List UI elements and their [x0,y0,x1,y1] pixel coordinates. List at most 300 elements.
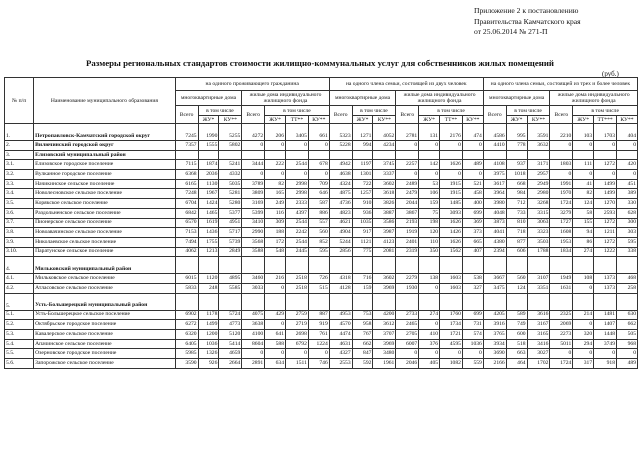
value-cell [242,293,265,310]
value-cell: 4318 [329,274,352,284]
value-cell: 3975 [483,170,506,180]
table-row [5,170,638,180]
value-cell [198,150,219,160]
value-cell: 722 [352,179,373,189]
value-cell: 0 [594,349,617,359]
value-cell: 4324 [329,179,352,189]
header-incl: в том числе [573,106,638,116]
value-cell: 330 [617,199,638,209]
value-cell: 0 [550,170,573,180]
value-cell: 3765 [483,330,506,340]
value-cell: 3612 [373,320,396,330]
value-cell [550,293,573,310]
value-cell: 1481 [594,310,617,320]
value-cell: 3169 [242,199,265,209]
row-number: 5.2. [5,320,34,330]
row-number: 1. [5,124,34,141]
value-cell: 2210 [550,124,573,141]
value-cell: 0 [440,170,463,180]
value-cell: 1272 [594,160,617,170]
value-cell: 3315 [527,208,550,218]
value-cell: 1426 [440,228,463,238]
value-cell: 0 [573,170,594,180]
header-total: Всего [329,106,352,124]
value-cell: 0 [419,349,440,359]
value-cell: 4397 [285,208,308,218]
value-cell: 0 [396,141,419,151]
value-cell: 994 [352,141,373,151]
table-row [5,237,638,247]
row-number: 3. [5,150,34,160]
value-cell: 4953 [329,310,352,320]
municipality-name: Запорожское сельское поселение [34,359,176,369]
value-cell: 3033 [242,283,265,293]
value-cell: 3337 [373,170,396,180]
value-cell: 1724 [550,359,573,369]
value-cell: 2553 [329,359,352,369]
value-cell: 489 [617,359,638,369]
value-cell: 3591 [527,124,550,141]
value-cell: 3588 [242,247,265,257]
value-cell [617,150,638,160]
value-cell: 3617 [483,179,506,189]
value-cell [285,257,308,274]
value-cell: 4200 [373,310,396,320]
value-cell: 0 [462,349,483,359]
row-number: 3.3. [5,179,34,189]
header-ku: КУ** [527,116,550,124]
header-houses-3: жилые дома индивидуального жилищного фонда [550,91,638,106]
value-cell: 1200 [198,330,219,340]
municipality-name: Атласовское сельское поселение [34,283,176,293]
row-number: 2. [5,141,34,151]
value-cell: 2273 [550,330,573,340]
value-cell: 4942 [329,160,352,170]
value-cell: 116 [265,208,286,218]
table-row [5,228,638,238]
header-tt: ТТ*** [594,116,617,124]
value-cell [506,257,527,274]
value-cell [440,150,463,160]
value-cell: 58 [573,208,594,218]
value-cell: 5739 [219,237,242,247]
table-row [5,160,638,170]
value-cell: 4410 [483,141,506,151]
value-cell: 0 [265,141,286,151]
value-cell: 1724 [550,199,573,209]
value-cell: 5399 [242,208,265,218]
value-cell: 3460 [242,274,265,284]
value-cell: 5724 [219,310,242,320]
value-cell: 3602 [373,179,396,189]
value-cell: 852 [308,237,329,247]
value-cell: 958 [352,320,373,330]
value-cell [483,293,506,310]
value-cell: 1211 [594,228,617,238]
municipality-name: Елизовское городское поселение [34,160,176,170]
value-cell: 1603 [440,274,463,284]
value-cell: 159 [352,283,373,293]
value-cell: 2856 [329,247,352,257]
value-cell [396,257,419,274]
value-cell [175,257,198,274]
value-cell: 4048 [483,208,506,218]
value-cell: 124 [506,283,527,293]
value-cell: 2990 [242,228,265,238]
value-cell: 662 [352,339,373,349]
value-cell: 3063 [527,218,550,228]
header-ku: КУ** [219,116,242,124]
value-cell: 2949 [527,179,550,189]
value-cell: 2544 [285,218,308,228]
value-cell: 0 [573,141,594,151]
municipality-name: Мильковский муниципальный район [34,257,176,274]
appendix-line-1: Приложение 2 к постановлению [474,6,579,15]
value-cell: 2044 [396,199,419,209]
header-zhu: ЖУ* [352,116,373,124]
value-cell: 108 [573,274,594,284]
row-number: 5.4. [5,339,34,349]
value-cell: 0 [396,170,419,180]
value-cell: 0 [265,170,286,180]
value-cell: 3826 [373,199,396,209]
value-cell: 4327 [329,349,352,359]
value-cell: 4621 [329,218,352,228]
value-cell: 0 [419,320,440,330]
value-cell: 3590 [175,359,198,369]
value-cell: 4875 [329,189,352,199]
value-cell [527,293,550,310]
table-row [5,330,638,340]
value-cell: 937 [506,160,527,170]
row-number: 3.4. [5,189,34,199]
table-row [5,208,638,218]
value-cell: 369 [462,218,483,228]
value-cell: 5281 [219,189,242,199]
value-cell: 4638 [329,170,352,180]
header-ku: КУ** [373,116,396,124]
value-cell: 7357 [175,141,198,151]
value-cell: 1485 [440,199,463,209]
municipality-name: Корякское сельское поселение [34,199,176,209]
header-name: Наименование муниципального образования [34,78,176,124]
value-cell: 634 [265,359,286,369]
value-cell: 3602 [373,274,396,284]
value-cell [506,150,527,160]
value-cell: 678 [308,160,329,170]
header-num: № п/п [5,78,34,124]
value-cell: 458 [462,189,483,199]
municipality-name: Вулканное городское поселение [34,170,176,180]
value-cell: 505 [617,330,638,340]
header-apartment-3: многоквартирные дома [483,91,550,106]
municipality-name: Новолесновское сельское поселение [34,189,176,199]
header-zhu: ЖУ* [198,116,219,124]
value-cell: 5255 [219,124,242,141]
value-cell: 1036 [462,339,483,349]
value-cell: 662 [617,320,638,330]
value-cell: 131 [419,124,440,141]
value-cell: 2733 [396,310,419,320]
municipality-name: Паратунское сельское поселение [34,247,176,257]
header-total: Всего [483,106,506,124]
value-cell: 41 [573,179,594,189]
value-cell: 5241 [219,160,242,170]
value-cell [440,293,463,310]
value-cell: 216 [265,274,286,284]
value-cell: 646 [308,189,329,199]
municipality-name: Усть-Большерецкий муниципальный район [34,293,176,310]
value-cell: 847 [352,349,373,359]
row-number: 3.10. [5,247,34,257]
municipality-name: Раздольненское сельское поселение [34,208,176,218]
municipality-name: Николаевское сельское поселение [34,237,176,247]
value-cell: 1018 [506,170,527,180]
value-cell [594,293,617,310]
value-cell [550,257,573,274]
table-row [5,199,638,209]
municipality-name: Усть-Большерецкое сельское поселение [34,310,176,320]
value-cell: 5717 [219,228,242,238]
value-cell: 2957 [527,170,550,180]
value-cell: 1257 [352,189,373,199]
value-cell: 2193 [396,218,419,228]
value-cell: 5414 [219,339,242,349]
value-cell [285,150,308,160]
value-cell: 1734 [440,320,463,330]
value-cell: 3503 [527,237,550,247]
value-cell: 0 [462,170,483,180]
value-cell: 0 [242,170,265,180]
header-total: Всего [550,106,573,124]
value-cell [573,293,594,310]
value-cell: 294 [573,339,594,349]
value-cell: 4272 [242,124,265,141]
value-cell: 699 [462,310,483,320]
value-cell: 2544 [285,237,308,247]
value-cell [352,150,373,160]
value-cell: 5833 [175,283,198,293]
row-number: 5.5. [5,349,34,359]
value-cell: 3707 [373,330,396,340]
value-cell: 4474 [329,330,352,340]
value-cell: 1967 [198,189,219,199]
value-cell: 464 [506,359,527,369]
value-cell: 338 [617,247,638,257]
value-cell: 274 [573,247,594,257]
value-cell: 628 [617,208,638,218]
value-cell: 1961 [373,359,396,369]
table-row [5,179,638,189]
value-cell: 7248 [175,189,198,199]
value-cell [573,257,594,274]
value-cell: 2069 [550,320,573,330]
value-cell: 410 [419,330,440,340]
value-cell: 6368 [175,170,198,180]
value-cell: 4205 [483,310,506,320]
value-cell: 2445 [285,247,308,257]
row-number: 3.2. [5,170,34,180]
value-cell [329,257,352,274]
value-cell: 3749 [594,339,617,349]
value-cell: 1919 [396,228,419,238]
value-cell: 775 [352,247,373,257]
table-row [5,141,638,151]
value-cell: 5228 [329,141,352,151]
value-cell: 5120 [219,330,242,340]
value-cell: 1272 [594,218,617,228]
value-cell: 0 [285,349,308,359]
value-cell: 106 [419,189,440,199]
value-cell [527,150,550,160]
value-cell [573,150,594,160]
value-cell: 6842 [175,208,198,218]
value-cell: 350 [419,247,440,257]
value-cell: 3351 [527,283,550,293]
value-cell: 3789 [242,179,265,189]
value-cell: 2781 [396,124,419,141]
value-cell: 668 [506,179,527,189]
header-incl: в том числе [506,106,550,116]
value-cell: 188 [265,228,286,238]
value-cell [329,293,352,310]
value-cell: 968 [617,339,638,349]
header-incl: в том числе [198,106,242,116]
value-cell: 592 [352,359,373,369]
row-number: 5.1. [5,310,34,320]
appendix-line-3: от 25.06.2014 № 271-П [474,27,548,37]
unit-label: (руб.) [602,70,619,78]
value-cell: 1930 [396,283,419,293]
value-cell: 86 [573,237,594,247]
table-row [5,339,638,349]
value-cell [242,257,265,274]
value-cell: 82 [573,189,594,199]
municipality-name: Петропавловск-Камчатский городской округ [34,124,176,141]
table-row [5,293,638,310]
value-cell [396,150,419,160]
value-cell: 3268 [527,199,550,209]
value-cell: 1036 [198,339,219,349]
value-cell: 7245 [175,124,198,141]
value-cell: 2036 [198,170,219,180]
value-cell: 2279 [396,274,419,284]
value-cell: 1562 [440,247,463,257]
value-cell: 2081 [373,247,396,257]
value-cell: 1915 [440,179,463,189]
value-cell: 515 [308,283,329,293]
value-cell: 2593 [594,208,617,218]
value-cell [308,293,329,310]
value-cell: 6704 [175,199,198,209]
value-cell: 4951 [219,218,242,228]
value-cell: 376 [419,339,440,349]
value-cell: 120 [419,228,440,238]
value-cell: 0 [242,349,265,359]
value-cell: 1222 [594,247,617,257]
value-cell: 6272 [175,320,198,330]
municipality-name: Елизовский муниципальный район [34,150,176,160]
value-cell: 1120 [198,274,219,284]
municipality-name: Новоавачинское сельское поселение [34,228,176,238]
value-cell: 400 [462,199,483,209]
value-cell: 2489 [396,179,419,189]
value-cell: 0 [265,283,286,293]
row-number: 3.6. [5,208,34,218]
value-cell: 0 [419,283,440,293]
value-cell: 5244 [329,237,352,247]
value-cell: 810 [506,218,527,228]
value-cell [419,150,440,160]
value-cell: 548 [265,247,286,257]
value-cell: 4100 [242,330,265,340]
value-cell: 4895 [219,274,242,284]
value-cell: 1603 [440,283,463,293]
value-cell: 214 [573,310,594,320]
value-cell: 404 [617,124,638,141]
value-cell [550,150,573,160]
value-cell: 2242 [285,228,308,238]
table-row [5,124,638,141]
value-cell: 0 [440,349,463,359]
table-row [5,349,638,359]
value-cell: 3586 [373,218,396,228]
value-cell: 4736 [329,199,352,209]
value-cell: 451 [617,179,638,189]
value-cell [352,257,373,274]
value-cell: 919 [308,320,329,330]
value-cell: 3964 [483,189,506,199]
value-cell: 4570 [329,320,352,330]
value-cell: 3690 [483,349,506,359]
value-cell: 2705 [396,330,419,340]
value-cell: 2849 [219,247,242,257]
value-cell: 4823 [329,208,352,218]
value-cell: 1373 [594,274,617,284]
value-cell: 2664 [219,359,242,369]
value-cell: 0 [550,141,573,151]
value-cell: 3618 [373,189,396,199]
value-cell: 2518 [285,274,308,284]
value-cell: 6570 [175,218,198,228]
value-cell: 1178 [198,310,219,320]
value-cell: 4128 [329,283,352,293]
value-cell: 198 [419,218,440,228]
value-cell: 5323 [329,124,352,141]
value-cell: 716 [352,274,373,284]
value-cell: 1424 [198,199,219,209]
value-cell: 0 [617,349,638,359]
header-total: Всего [175,106,198,124]
value-cell: 887 [308,310,329,320]
value-cell: 910 [352,199,373,209]
value-cell: 249 [265,199,286,209]
value-cell: 2719 [285,320,308,330]
value-cell: 1788 [527,247,550,257]
value-cell: 3667 [483,274,506,284]
value-cell: 1121 [352,237,373,247]
value-cell [265,257,286,274]
value-cell: 663 [506,349,527,359]
value-cell: 258 [617,283,638,293]
header-apartment-2: многоквартирные дома [329,91,396,106]
value-cell: 718 [506,228,527,238]
value-cell: 1197 [352,160,373,170]
header-houses-2: жилые дома индивидуального жилищного фонда [396,91,484,106]
value-cell: 665 [462,237,483,247]
value-cell: 1224 [308,339,329,349]
value-cell [440,257,463,274]
